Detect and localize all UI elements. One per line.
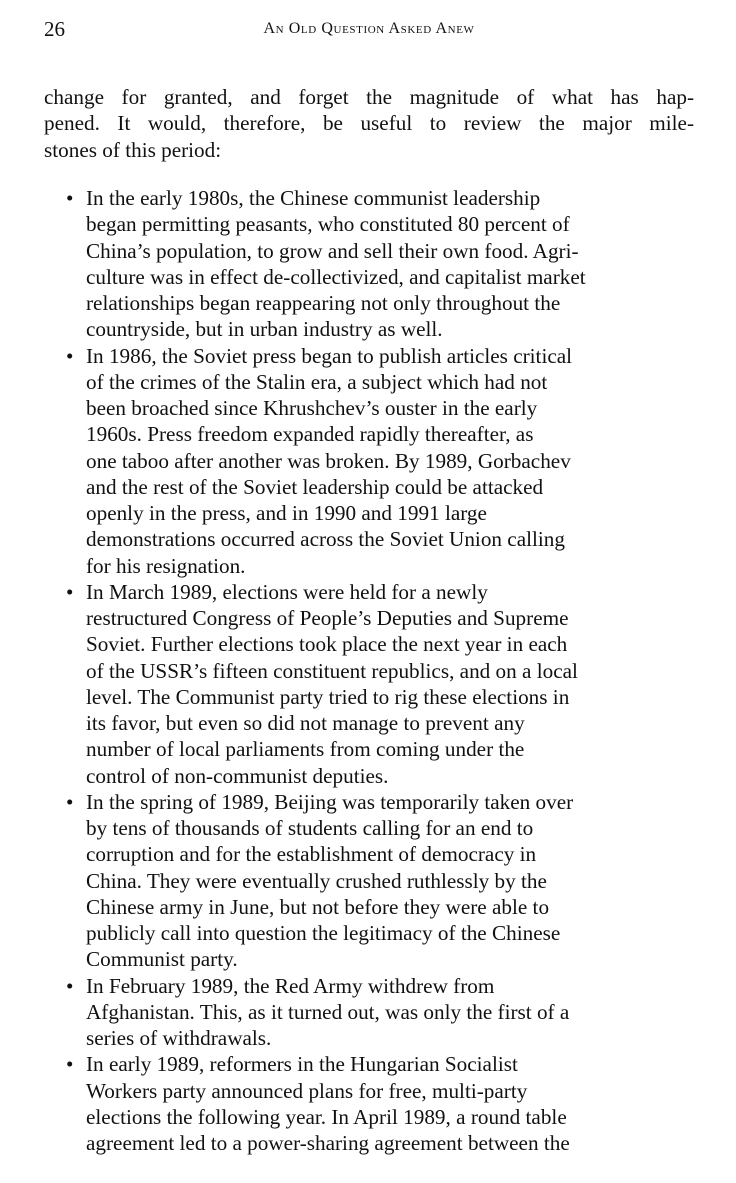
milestone-line: Soviet. Further elections took place the next year in each: [86, 632, 568, 657]
bullet-icon: •: [66, 1052, 74, 1077]
milestone-line: of the USSR’s fifteen constituent republics, and on a local: [86, 658, 578, 683]
milestone-item: [62, 789, 702, 973]
milestone-line: series of withdrawals.: [86, 1026, 272, 1050]
milestone-line: In February 1989, the Red Army withdrew from: [86, 973, 495, 998]
bullet-icon: •: [66, 973, 74, 998]
intro-line: pened. It would, therefore, be useful to review the major mile-: [44, 111, 694, 136]
milestone-line: openly in the press, and in 1990 and 1991 large: [86, 501, 487, 525]
milestone-line: publicly call into question the legitimacy of the Chinese: [86, 921, 561, 945]
milestone-item: [62, 579, 702, 789]
milestone-line: restructured Congress of People’s Deputies and Supreme: [86, 606, 569, 630]
milestone-line: its favor, but even so did not manage to prevent any: [86, 711, 525, 735]
milestone-line: China’s population, to grow and sell their own food. Agri-: [86, 238, 579, 263]
milestone-line: China. They were eventually crushed ruthlessly by the: [86, 868, 547, 893]
milestone-line: control of non-communist deputies.: [86, 763, 389, 788]
bullet-icon: •: [66, 186, 74, 210]
milestone-line: began permitting peasants, who constituted 80 percent of: [86, 212, 570, 237]
milestone-item: [62, 343, 702, 579]
milestone-item: [62, 185, 702, 343]
bullet-icon: •: [66, 789, 74, 814]
page-number: 26: [44, 17, 65, 41]
milestone-line: Workers party announced plans for free, multi-party: [86, 1078, 528, 1103]
milestone-line: agreement led to a power-sharing agreement between the: [86, 1131, 570, 1155]
intro-paragraph: [44, 84, 694, 163]
milestone-line: 1960s. Press freedom expanded rapidly thereafter, as: [86, 422, 534, 447]
milestone-line: and the rest of the Soviet leadership could be attacked: [86, 474, 544, 499]
milestone-line: been broached since Khrushchev’s ouster in the early: [86, 396, 538, 420]
milestone-line: of the crimes of the Stalin era, a subject which had not: [86, 369, 548, 394]
milestone-line: culture was in effect de-collectivized, and capitalist market: [86, 264, 586, 289]
running-title: An Old Question Asked Anew: [263, 20, 475, 37]
milestone-line: In the early 1980s, the Chinese communist leadership: [86, 186, 541, 210]
milestone-line: relationships began reappearing not only throughout the: [86, 291, 561, 315]
milestone-line: corruption and for the establishment of democracy in: [86, 842, 537, 867]
milestone-line: In the spring of 1989, Beijing was temporarily taken over: [86, 789, 574, 814]
milestone-line: demonstrations occurred across the Soviet Union calling: [86, 527, 565, 552]
milestone-line: In March 1989, elections were held for a newly: [86, 579, 488, 604]
milestones-list: [62, 185, 702, 1156]
milestone-line: In early 1989, reformers in the Hungarian Socialist: [86, 1052, 518, 1077]
intro-line: change for granted, and forget the magnitude of what has hap-: [44, 85, 694, 109]
milestone-line: number of local parliaments from coming under the: [86, 737, 525, 762]
milestone-item: [62, 1051, 702, 1156]
milestone-line: by tens of thousands of students calling for an end to: [86, 816, 534, 840]
milestone-line: countryside, but in urban industry as well.: [86, 317, 443, 342]
milestone-line: In 1986, the Soviet press began to publish articles critical: [86, 343, 573, 368]
bullet-icon: •: [66, 343, 74, 368]
milestone-line: level. The Communist party tried to rig these elections in: [86, 684, 570, 709]
intro-line: stones of this period:: [44, 137, 222, 162]
milestone-item: [62, 973, 702, 1052]
milestone-line: one taboo after another was broken. By 1989, Gorbachev: [86, 448, 571, 473]
milestone-line: Afghanistan. This, as it turned out, was only the first of a: [86, 999, 570, 1024]
running-head: [44, 14, 694, 44]
milestone-line: elections the following year. In April 1989, a round table: [86, 1104, 567, 1129]
milestone-line: for his resignation.: [86, 553, 246, 578]
bullet-icon: •: [66, 579, 74, 604]
milestone-line: Communist party.: [86, 947, 238, 972]
milestone-line: Chinese army in June, but not before they were able to: [86, 894, 550, 919]
